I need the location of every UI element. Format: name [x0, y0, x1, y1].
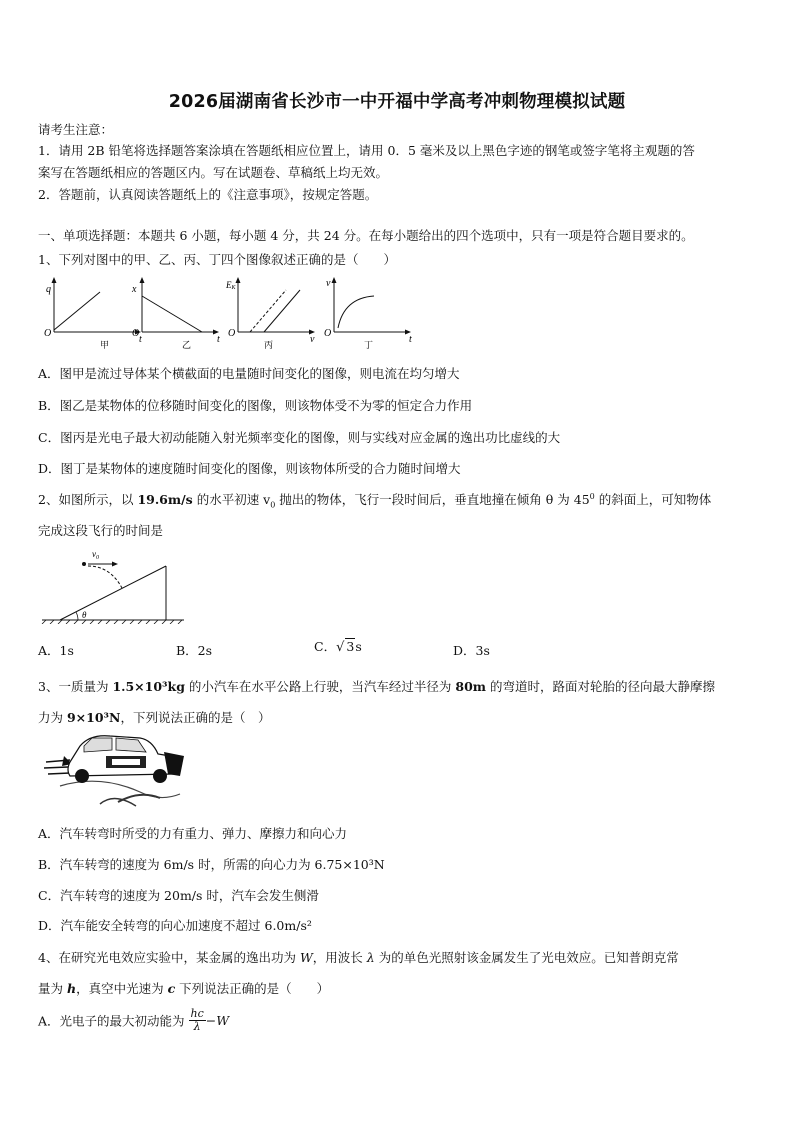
graph-ding-caption: 丁 — [364, 340, 374, 350]
question-4-option-a: A．光电子的最大初动能为 $\frac{hc}{\lambda}$ −W — [38, 1007, 230, 1033]
question-4-line-2: 量为 h，真空中光速为 c 下列说法正确的是（ ） — [38, 981, 330, 996]
graph-yi — [128, 276, 238, 352]
question-2-option-c: C．√ 3s — [314, 639, 362, 655]
notice-heading: 请考生注意： — [38, 122, 114, 137]
question-3-line-1: 3、一质量为 1.5×10³kg 的小汽车在水平公路上行驶，当汽车经过半径为 80m 的弯道时，路面对轮胎的径向最大静摩擦 — [38, 679, 715, 694]
graph-yi-ylabel: x — [132, 284, 137, 295]
question-3-line-2: 力为 9×10³N，下列说法正确的是（ ） — [38, 710, 271, 725]
notice-item-1-line-2: 案写在答题纸相应的答题区内。写在试题卷、草稿纸上均无效。 — [38, 165, 389, 180]
question-1-option-c: C．图丙是光电子最大初动能随入射光频率变化的图像，则与实线对应金属的逸出功比虚线的大 — [38, 430, 561, 445]
question-3-option-d: D．汽车能安全转弯的向心加速度不超过 6.0m/s² — [38, 918, 312, 933]
graph-jia-caption: 甲 — [100, 340, 110, 350]
car-illustration — [40, 726, 190, 808]
question-2-line-1: 2、如图所示，以 19.6m/s 的水平初速 $v_0$ 抛出的物体，飞行一段时间后，垂直地撞在倾角 θ 为 $45^0$ 的斜面上，可知物体 — [38, 491, 712, 510]
graph-yi-caption: 乙 — [182, 340, 192, 350]
graph-ding-ylabel: v — [326, 278, 331, 289]
graph-bing-origin: O — [228, 328, 236, 339]
graph-bing — [224, 272, 334, 352]
incline-v0-label: v — [92, 549, 96, 559]
section-heading: 一、单项选择题：本题共 6 小题，每小题 4 分，共 24 分。在每小题给出的四个选项中，只有一项是符合题目要求的。 — [38, 228, 694, 243]
question-2-option-b: B．2s — [176, 643, 213, 658]
graph-bing-xlabel: v — [310, 334, 315, 345]
graph-ding-origin: O — [324, 328, 332, 339]
question-1-option-d: D．图丁是某物体的速度随时间变化的图像，则该物体所受的合力随时间增大 — [38, 461, 461, 476]
graph-bing-caption: 丙 — [264, 340, 274, 350]
question-2-option-d: D．3s — [453, 643, 490, 658]
notice-item-1-line-1: 1．请用 2B 铅笔将选择题答案涂填在答题纸相应位置上，请用 0．5 毫米及以上黑色字迹的钢笔或签字笔将主观题的答 — [38, 143, 695, 158]
question-3-option-a: A．汽车转弯时所受的力有重力、弹力、摩擦力和向心力 — [38, 826, 348, 841]
question-3-option-c: C．汽车转弯的速度为 20m/s 时，汽车会发生侧滑 — [38, 888, 319, 903]
question-1-stem: 1、下列对图中的甲、乙、丙、丁四个图像叙述正确的是（ ） — [38, 252, 396, 267]
graph-yi-origin: O — [132, 328, 140, 339]
formula-hc-over-lambda: $\frac{hc}{\lambda}$ — [190, 1007, 204, 1033]
question-2-option-a: A．1s — [38, 643, 74, 658]
incline-v0-sub: 0 — [96, 555, 99, 561]
question-3-option-b: B．汽车转弯的速度为 6m/s 时，所需的向心力为 6.75×10³N — [38, 857, 385, 872]
graph-bing-ysub: K — [231, 285, 236, 291]
question-1-option-a: A．图甲是流过导体某个横截面的电量随时间变化的图像，则电流在均匀增大 — [38, 366, 460, 381]
graph-ding — [320, 276, 430, 352]
svg-text:v0 — [92, 549, 99, 561]
incline-figure — [38, 544, 188, 624]
svg-text:EK — [225, 280, 237, 291]
incline-theta-label: θ — [82, 610, 87, 620]
question-1-option-b: B．图乙是某物体的位移随时间变化的图像，则该物体受不为零的恒定合力作用 — [38, 398, 473, 413]
graph-ding-xlabel: t — [409, 334, 412, 345]
graph-jia-xlabel: t — [139, 334, 142, 345]
page-title: 2026届湖南省长沙市一中开福中学高考冲刺物理模拟试题 — [168, 92, 626, 112]
question-4-line-1: 4、在研究光电效应实验中，某金属的逸出功为 W，用波长 λ 为的单色光照射该金属发生了光电效应。已知普朗克常 — [38, 950, 679, 965]
graph-bing-ylabel: E — [226, 280, 232, 290]
graph-jia-ylabel: q — [46, 284, 51, 295]
graph-jia-origin: O — [44, 328, 52, 339]
notice-item-2: 2．答题前，认真阅读答题纸上的《注意事项》，按规定答题。 — [38, 187, 378, 202]
question-2-line-2: 完成这段飞行的时间是 — [38, 523, 164, 538]
graph-yi-xlabel: t — [217, 334, 220, 345]
